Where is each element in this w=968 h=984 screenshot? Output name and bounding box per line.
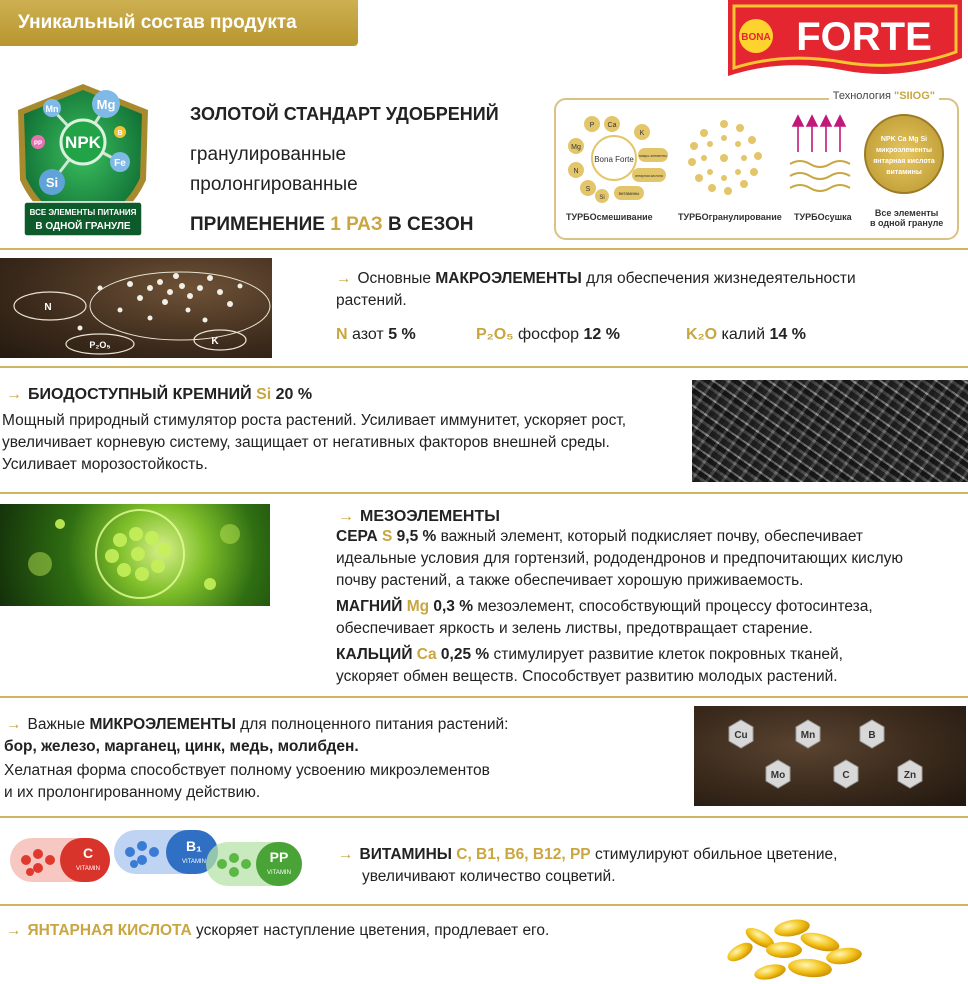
sulfur-text-1: важный элемент, который подкисляет почву, обеспечивает [436,528,864,545]
mix-center-label: Bona Forte [594,155,634,164]
succinic-title: ЯНТАРНАЯ КИСЛОТА [27,922,192,939]
turbo-mixing-icon [562,114,672,204]
meso-cells-photo [0,504,270,606]
vitamin-pp-sub: VITAMIN [267,870,291,876]
silicon-symbol: Si [256,386,272,403]
silicon-value: 20 % [271,386,313,403]
header-title: Уникальный состав продукта [0,0,358,46]
npk-element-mn: Mn [45,104,59,114]
caption-all-line-1: Все элементы [874,208,939,218]
micro-line-1 [6,714,508,736]
macro-granules [0,258,272,358]
npk-element-fe: Fe [114,158,126,169]
macro-phosphorus [476,324,620,346]
caption-turbo-drying: ТУРБОсушка [794,212,852,222]
divider-4 [0,696,968,698]
mix-small-micro: микро-элементы [639,154,667,158]
micro-soil-photo [694,706,966,806]
npk-element-si: Si [45,175,59,190]
macro-line-1 [336,268,856,290]
vitamin-b1-letter: B₁ [186,838,202,854]
technology-box [554,90,959,240]
vitamin-capsules [6,824,306,894]
mix-item-p: P [589,122,595,129]
mix-item-mg: Mg [571,144,581,151]
vitamins-line-1 [338,844,837,866]
silicon-text-2: увеличивает корневую систему, защищает от негативных факторов внешней среды. [2,434,610,451]
npk-element-mg: Mg [96,97,116,112]
calcium-text-1: стимулирует развитие клеток покровных тканей, [489,646,843,663]
divider-3 [0,492,968,494]
sulfur-symbol: S [382,528,393,545]
arrow-icon: → [6,716,22,733]
divider-2 [0,366,968,368]
silicon-photo [692,380,968,482]
arrow-icon: → [336,270,352,287]
caption-turbo-mixing: ТУРБОсмешивание [566,212,653,222]
vitamin-c-capsule [10,838,110,882]
caption-all-line-2: в одной грануле [870,218,944,228]
mix-item-ca: Ca [607,122,617,129]
calcium-name: КАЛЬЦИЙ [336,646,417,663]
calcium-line-1 [336,644,843,666]
granule-line-4: витамины [886,169,922,176]
micro-element-c: C [842,770,850,781]
intro-line-prolonged: пролонгированные [190,174,358,195]
sulfur-name: СЕРА [336,528,383,545]
vitamin-c-sub: VITAMIN [76,866,100,872]
potassium-name: калий [717,326,770,343]
granule-line-1: NPK Ca Mg Si [880,136,928,143]
mix-item-n: N [573,168,579,175]
macro-soil-photo [0,258,272,358]
granule-line-2: микроэлементы [876,147,932,154]
arrow-icon: → [6,386,22,403]
application-heading [190,214,474,236]
micro-bold: МИКРОЭЛЕМЕНТЫ [89,716,236,733]
technology-label-name: "SIIOG" [894,90,935,102]
photo-label-n: N [44,302,52,313]
npk-caption-2: В ОДНОЙ ГРАНУЛЕ [35,221,131,232]
divider-5 [0,816,968,818]
npk-element-b: B [117,130,123,137]
vitamins-line-2: увеличивают количество соцветий. [362,868,616,885]
silicon-text-3: Усиливает морозостойкость. [2,456,208,473]
phosphorus-value: 12 % [583,326,620,343]
turbo-drying-icon [784,112,854,202]
sulfur-line-3: почву растений, а также обеспечивает хорошую приживаемость. [336,572,804,589]
sulfur-value: 9,5 % [392,528,437,545]
micro-line-3: Хелатная форма способствует полному усвоению микроэлементов [4,762,490,779]
succinic-line [6,920,549,942]
vitamins-list: C, B1, B6, B12, PP [456,846,591,863]
mix-small-succinic: янтарная кислота [635,174,663,178]
micro-pre: Важные [27,716,90,733]
gold-standard-heading: ЗОЛОТОЙ СТАНДАРТ УДОБРЕНИЙ [190,104,499,124]
photo-label-k: K [211,336,219,347]
macro-bold: МАКРОЭЛЕМЕНТЫ [435,270,582,287]
magnesium-symbol: Mg [406,598,430,615]
logo-small-text: BONA [741,32,771,43]
logo-big-text: FORTE [796,15,932,59]
application-b: 1 РАЗ [330,214,383,235]
micro-element-b: B [868,730,876,741]
macro-potassium [686,324,806,346]
bona-forte-logo [722,0,968,82]
mix-item-si: Si [599,195,605,201]
meso-title: МЕЗОЭЛЕМЕНТЫ [360,508,500,525]
caption-all-in-granule [870,208,943,228]
divider-1 [0,248,968,250]
turbo-granulating-icon [684,118,764,198]
magnesium-line-1 [336,596,873,618]
calcium-value: 0,25 % [436,646,490,663]
photo-label-p: P₂O₅ [89,340,111,350]
nitrogen-symbol: N [336,326,348,343]
vitamins-title: ВИТАМИНЫ [359,846,457,863]
vitamin-pp-capsule [206,842,302,886]
technology-label [829,90,939,102]
meso-cells [0,504,270,606]
magnesium-name: МАГНИЙ [336,598,407,615]
calcium-symbol: Ca [416,646,437,663]
mix-item-k: K [639,130,645,137]
npk-badge [8,80,158,238]
granule-line-3: янтарная кислота [873,158,935,165]
phosphorus-name: фосфор [513,326,584,343]
sulfur-line-1 [336,526,863,548]
vitamins-text-1: стимулируют обильное цветение, [590,846,838,863]
micro-element-mo: Mo [770,770,786,781]
phosphorus-symbol: P₂O₅ [476,326,514,343]
micro-element-zn: Zn [903,770,917,781]
macro-post: для обеспечения жизнедеятельности [581,270,856,287]
vitamin-b1-sub: VITAMIN [182,859,206,865]
application-a: ПРИМЕНЕНИЕ [190,214,331,235]
micro-list: бор, железо, марганец, цинк, медь, молибден. [4,738,359,755]
mix-small-vitamins: витамины [618,191,640,196]
macro-pre: Основные [357,270,436,287]
calcium-line-2: ускоряет обмен веществ. Способствует развитию молодых растений. [336,668,838,685]
arrow-icon: → [338,846,354,863]
magnesium-text-1: мезоэлемент, способствующий процессу фотосинтеза, [473,598,873,615]
arrow-icon: → [338,508,354,525]
arrow-icon: → [6,922,22,939]
macro-line-2: растений. [336,292,407,309]
intro-line-granulated: гранулированные [190,144,347,165]
micro-post: для полноценного питания растений: [235,716,509,733]
micro-element-cu: Cu [734,730,748,741]
nitrogen-value: 5 % [388,326,416,343]
silicon-photo-texture [692,380,968,482]
caption-turbo-granulating: ТУРБОгранулирование [678,212,782,222]
granule-lines [866,134,942,178]
micro-elements [694,706,966,806]
vitamin-b1-capsule [114,830,218,874]
macro-nitrogen [336,324,416,346]
application-c: В СЕЗОН [382,214,474,235]
potassium-value: 14 % [769,326,806,343]
vitamin-pp-letter: PP [269,849,289,865]
vitamin-c-letter: C [82,845,94,861]
meso-heading [338,506,500,528]
micro-element-mn: Mn [800,730,816,741]
silicon-heading [6,384,312,406]
softgel-capsules [720,912,870,984]
mix-item-s: S [585,186,591,193]
npk-center-label: NPK [65,133,101,152]
silicon-title: БИОДОСТУПНЫЙ КРЕМНИЙ [28,386,257,403]
nitrogen-name: азот [347,326,389,343]
magnesium-line-2: обеспечивает яркость и зелень листвы, предотвращает старение. [336,620,813,637]
sulfur-line-2: идеальные условия для гортензий, рододендронов и предпочитающих кислую [336,550,903,567]
silicon-text-1: Мощный природный стимулятор роста растений. Усиливает иммунитет, ускоряет рост, [2,412,627,429]
technology-label-prefix: Технология [832,90,894,102]
npk-element-pp: PP [33,141,43,147]
npk-caption-1: ВСЕ ЭЛЕМЕНТЫ ПИТАНИЯ [29,208,137,217]
divider-6 [0,904,968,906]
potassium-symbol: K₂O [686,326,718,343]
micro-line-4: и их пролонгированному действию. [4,784,261,801]
all-in-one-granule-icon [864,114,944,194]
succinic-text: ускоряет наступление цветения, продлевает его. [191,922,550,939]
magnesium-value: 0,3 % [429,598,474,615]
